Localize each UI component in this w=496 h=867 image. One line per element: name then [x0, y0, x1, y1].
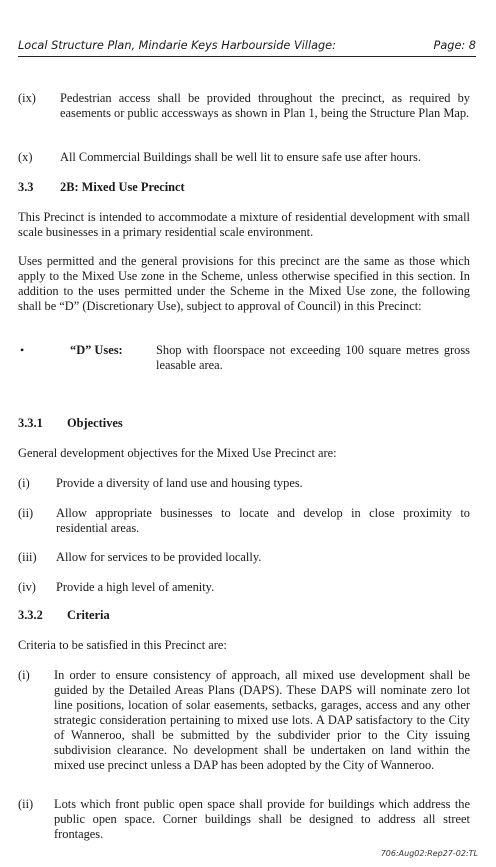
section-heading [18, 416, 470, 431]
item-text: Allow for services to be provided locally. [56, 550, 262, 564]
item-text: Pedestrian access shall be provided throughout the precinct, as required by easements or public accessways as shown in Plan 1, being the Structure Plan Map. [60, 91, 470, 120]
item-text: Provide a high level of amenity. [56, 580, 215, 594]
list-item [18, 797, 470, 842]
paragraph: Criteria to be satisfied in this Precinct are: [18, 638, 227, 652]
item-number: (ii) [18, 797, 34, 811]
item-text: In order to ensure consistency of approach, all mixed use development shall be guided by the Detailed Areas Plans (DAPS). These DAPS will nominate zero lot line positions, location of solar easements, setbacks, garages, access and any other strategic consideration pertaining to mixed use lots. A DAP satisfactory to the City of Wanneroo, shall be submitted by the subdivider prior to the City issuing subdivision clearance. No development shall be undertaken on land within the mixed use precinct unless a DAP has been adopted by the City of Wanneroo. [54, 668, 470, 772]
paragraph: This Precinct is intended to accommodate a mixture of residential development with small scale businesses in a primary residential scale environment. [18, 210, 470, 239]
list-item [18, 150, 470, 165]
section-number: 3.3.1 [18, 416, 43, 430]
list-item [18, 580, 470, 595]
section-title: Objectives [67, 416, 123, 430]
list-item [18, 476, 470, 491]
section-heading [18, 608, 470, 623]
section-number: 3.3.2 [18, 608, 43, 622]
item-number: (iii) [18, 550, 37, 564]
item-text: All Commercial Buildings shall be well lit to ensure safe use after hours. [60, 150, 421, 164]
section-title: 2B: Mixed Use Precinct [60, 180, 185, 194]
paragraph: General development objectives for the Mixed Use Precinct are: [18, 446, 337, 460]
bullet-definition: Shop with floorspace not exceeding 100 square metres gross leasable area. [156, 343, 470, 372]
item-number: (x) [18, 150, 33, 164]
paragraph: Uses permitted and the general provisions for this precinct are the same as those which apply to the Mixed Use zone in the Scheme, unless otherwise specified in this section. In addition to the uses permitted under the Scheme in the Mixed Use zone, the following shall be “D” (Discretionary Use), subject to approval of Council) in this Precinct: [18, 254, 470, 313]
item-text: Allow appropriate businesses to locate and develop in close proximity to residential areas. [56, 506, 470, 535]
bullet-icon: • [20, 343, 25, 357]
bullet-term: “D” Uses: [70, 343, 123, 357]
document-title: Local Structure Plan, Mindarie Keys Harbourside Village: [18, 39, 336, 52]
item-number: (i) [18, 668, 30, 682]
section-number: 3.3 [18, 180, 34, 194]
item-text: Provide a diversity of land use and housing types. [56, 476, 303, 490]
section-heading [18, 180, 470, 195]
page-header [18, 38, 476, 57]
list-item [18, 91, 470, 136]
item-text: Lots which front public open space shall provide for buildings which address the public open space. Corner buildings shall be designed to address all street frontages. [54, 797, 470, 841]
item-number: (ii) [18, 506, 34, 520]
item-number: (ix) [18, 91, 36, 105]
item-number: (iv) [18, 580, 36, 594]
page-number: Page: 8 [433, 39, 476, 52]
list-item [18, 668, 470, 774]
document-reference: 706:Aug02:Rep27-02:TL [380, 849, 478, 858]
item-number: (i) [18, 476, 30, 490]
section-title: Criteria [67, 608, 110, 622]
bullet-item [18, 343, 470, 373]
list-item [18, 506, 470, 536]
list-item [18, 550, 470, 565]
